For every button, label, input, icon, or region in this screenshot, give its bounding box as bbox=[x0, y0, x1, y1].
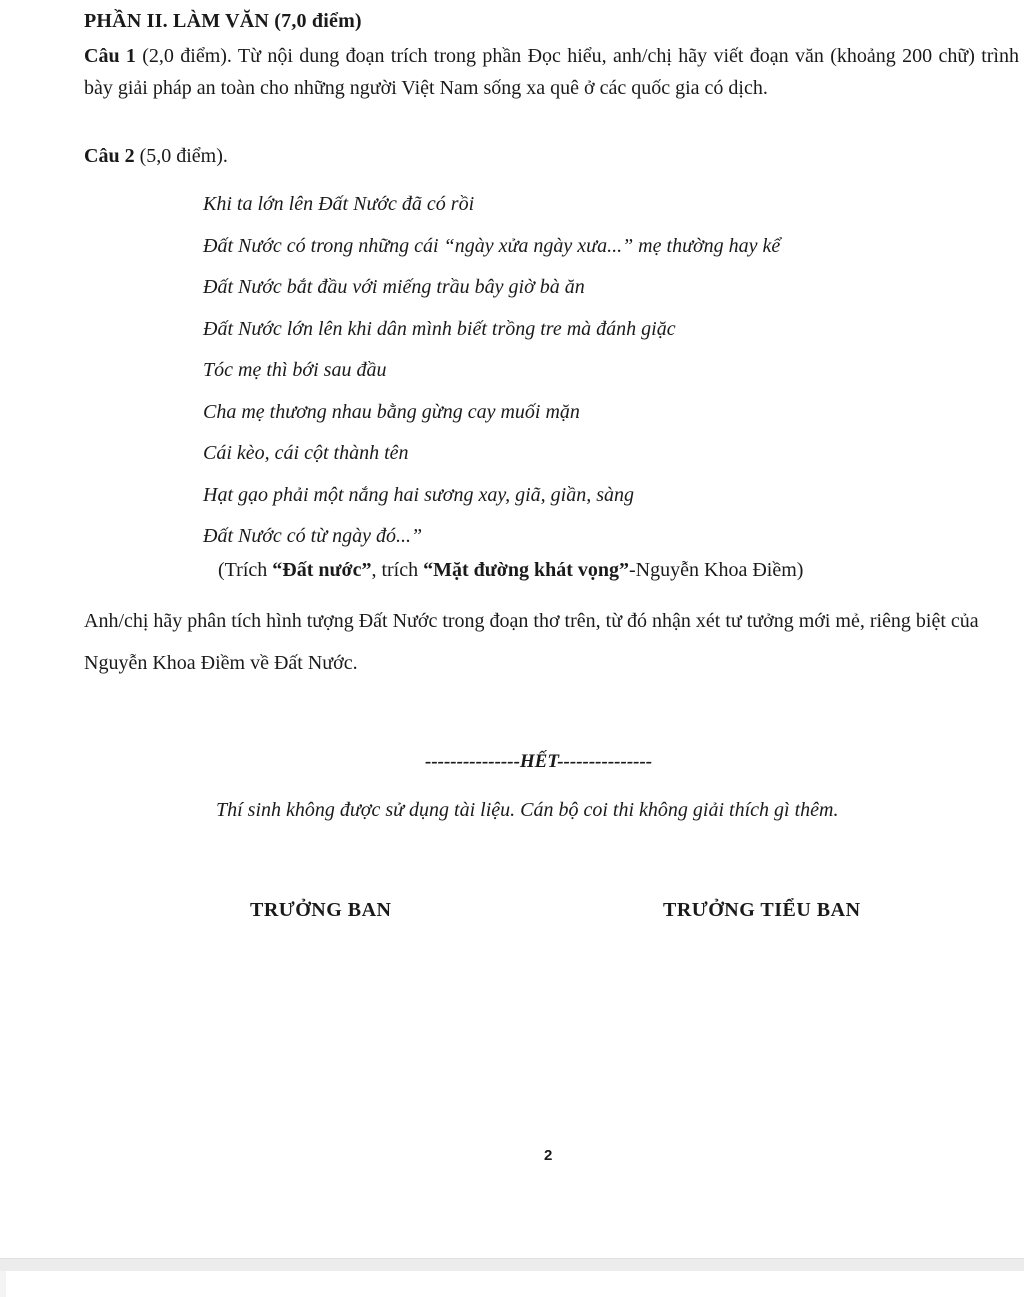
signature-head-subboard: TRƯỞNG TIỂU BAN bbox=[663, 899, 861, 921]
question-1-text: (2,0 điểm). Từ nội dung đoạn trích trong phần Đọc hiểu, anh/chị hãy viết đoạn văn (khoảng 200 chữ) trình bày giải pháp an toàn cho những người Việt Nam sống xa quê ở các quốc gia có dịch. bbox=[84, 45, 1019, 99]
poem-line: Đất Nước bắt đầu với miếng trầu bây giờ bà ăn bbox=[203, 276, 585, 298]
poem-line: Đất Nước có trong những cái “ngày xửa ngày xưa...” mẹ thường hay kể bbox=[203, 234, 781, 257]
poem-citation bbox=[218, 559, 803, 582]
section-title: PHẦN II. LÀM VĂN (7,0 điểm) bbox=[84, 10, 362, 32]
citation-author: -Nguyễn Khoa Điềm) bbox=[629, 559, 804, 581]
citation-open: (Trích bbox=[218, 559, 273, 581]
citation-poem-title: “Đất nước” bbox=[272, 559, 372, 581]
poem-line: Hạt gạo phải một nắng hai sương xay, giã, giần, sàng bbox=[203, 483, 635, 506]
poem-line: Khi ta lớn lên Đất Nước đã có rồi bbox=[203, 193, 475, 215]
question-1-label: Câu 1 bbox=[84, 45, 136, 67]
page-separator bbox=[0, 1259, 1024, 1271]
question-2-text: (5,0 điểm). bbox=[134, 145, 228, 167]
question-2-label: Câu 2 bbox=[84, 145, 135, 167]
end-mark: ---------------HẾT--------------- bbox=[425, 751, 653, 772]
poem-excerpt bbox=[203, 188, 780, 562]
poem-line: Cái kèo, cái cột thành tên bbox=[203, 442, 409, 464]
exam-note: Thí sinh không được sử dụng tài liệu. Cán bộ coi thi không giải thích gì thêm. bbox=[216, 799, 839, 821]
next-page-edge bbox=[6, 1271, 1024, 1297]
question-1 bbox=[84, 40, 1019, 104]
poem-line: Tóc mẹ thì bới sau đầu bbox=[203, 359, 387, 381]
poem-line: Cha mẹ thương nhau bằng gừng cay muối mặn bbox=[203, 400, 580, 423]
signature-head-board: TRƯỞNG BAN bbox=[250, 899, 392, 921]
poem-line: Đất Nước có từ ngày đó...” bbox=[203, 525, 423, 547]
citation-middle: , trích bbox=[371, 559, 424, 581]
question-2 bbox=[84, 145, 228, 168]
poem-line: Đất Nước lớn lên khi dân mình biết trồng tre mà đánh giặc bbox=[203, 317, 676, 340]
question-2-task: Anh/chị hãy phân tích hình tượng Đất Nước trong đoạn thơ trên, từ đó nhận xét tư tưởng mới mẻ, riêng biệt của Nguyễn Khoa Điềm về Đất Nước. bbox=[84, 610, 979, 674]
page-number: 2 bbox=[544, 1147, 553, 1164]
citation-work-title: “Mặt đường khát vọng” bbox=[423, 559, 630, 581]
